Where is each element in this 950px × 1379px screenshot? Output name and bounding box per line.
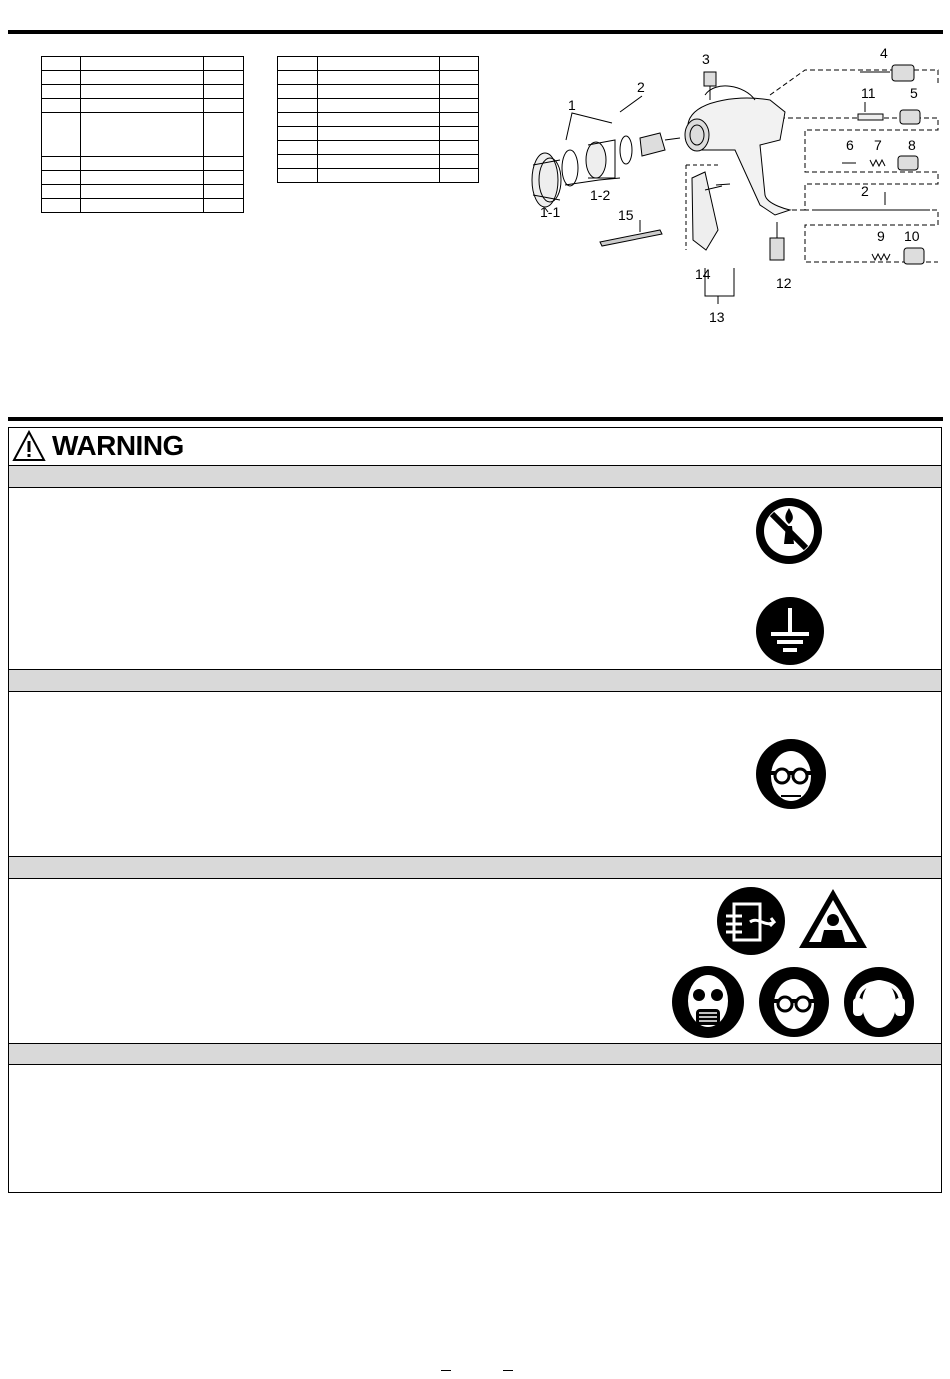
wear-eye-protection-icon <box>755 738 827 810</box>
table-row <box>42 57 244 71</box>
table-row <box>42 113 244 157</box>
table-row <box>278 113 479 127</box>
warning-triangle-icon <box>12 430 46 462</box>
wear-ear-protection-icon <box>843 966 915 1038</box>
table-row <box>42 71 244 85</box>
callout-label: 14 <box>695 266 711 282</box>
section-rule <box>8 417 943 421</box>
table-row <box>42 199 244 213</box>
table-row <box>42 85 244 99</box>
callout-label: 11 <box>861 85 876 101</box>
section-band <box>9 1043 941 1065</box>
no-open-flame-icon <box>754 496 824 566</box>
warning-heading <box>12 428 184 464</box>
section-band <box>9 465 941 488</box>
callout-label: 6 <box>846 137 854 153</box>
table-row <box>278 127 479 141</box>
table-row <box>278 141 479 155</box>
table-row <box>278 85 479 99</box>
wear-eye-protection-icon <box>758 966 830 1038</box>
callout-label: 10 <box>904 228 920 244</box>
footer-mark <box>503 1370 513 1371</box>
callout-label: 2 <box>637 79 645 95</box>
callout-label: 9 <box>877 228 885 244</box>
table-row <box>42 99 244 113</box>
callout-label: 7 <box>874 137 882 153</box>
parts-table-left <box>41 56 244 213</box>
callout-label: 1 <box>568 97 576 113</box>
table-row <box>278 71 479 85</box>
wear-respirator-icon <box>671 965 745 1039</box>
callout-label: 1-1 <box>540 204 561 220</box>
callout-label: 8 <box>908 137 916 153</box>
callout-label: 4 <box>880 45 888 61</box>
warning-title: WARNING <box>52 430 184 461</box>
spray-gun-exploded-diagram <box>500 40 950 330</box>
callout-label: 3 <box>702 51 710 67</box>
table-row <box>42 185 244 199</box>
callout-label: 1-2 <box>590 187 611 203</box>
callout-label: 2 <box>861 183 869 199</box>
top-rule <box>8 30 943 34</box>
callout-label: 13 <box>709 309 725 325</box>
callout-label: 15 <box>618 207 634 223</box>
table-row <box>278 155 479 169</box>
section-band <box>9 856 941 879</box>
parts-table-right <box>277 56 479 183</box>
table-row <box>42 157 244 171</box>
table-row <box>42 171 244 185</box>
ventilation-icon <box>716 886 786 956</box>
callout-label: 12 <box>776 275 792 291</box>
callout-label: 5 <box>910 85 918 101</box>
toxic-hazard-icon <box>796 886 870 952</box>
table-row <box>278 169 479 183</box>
table-row <box>278 57 479 71</box>
footer-mark <box>441 1370 451 1371</box>
table-row <box>278 99 479 113</box>
earthing-icon <box>755 596 825 666</box>
section-band <box>9 669 941 692</box>
